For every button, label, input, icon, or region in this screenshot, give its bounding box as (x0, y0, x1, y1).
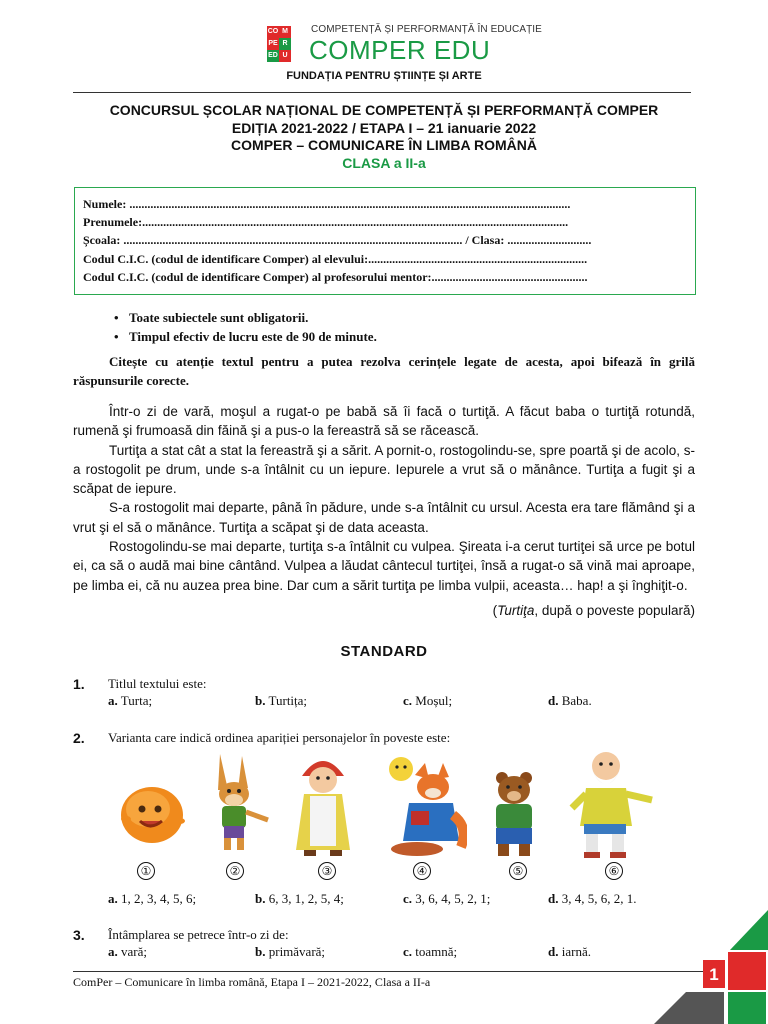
corner-decoration (648, 910, 768, 1024)
bear-illustration (484, 770, 544, 858)
fox-illustration (375, 755, 467, 857)
answer-option-d[interactable]: d. 3, 4, 5, 6, 2, 1. (548, 891, 637, 906)
logo-tiles (267, 26, 303, 62)
rule-item: • Toate subiectele sunt obligatorii. (114, 308, 377, 327)
story-paragraph: S-a rostogolit mai departe, până în pădure, unde s-a întâlnit cu ursul. Acesta era tare flămând şi a vrut şi el să o mănânce. Turtiţa a scăpat şi de data aceasta. (73, 500, 695, 535)
rabbit-illustration (198, 752, 274, 854)
story-paragraph: Rostogolindu-se mai departe, turtiţa s-a întâlnit cu vulpea. Şireata i-a cerut turtiţei să urce pe botul ei, ca să o audă mai bine cântând. Vulpea a lăudat cântecul turtiţei, însă a rugat-o să vină mai aproape, pe limba ei, că nu auzea prea bine. Dar cum a sărit turtiţa pe limba vulpii, aceasta… hap! a şi înghiţit-o. (73, 539, 695, 593)
logo-tile: CO (267, 26, 279, 38)
logo-tile (291, 50, 303, 62)
answer-options (108, 944, 668, 962)
rules-list (114, 308, 377, 346)
logo-tile: U (279, 50, 291, 62)
question-number: 3. (73, 927, 85, 943)
foundation-name: FUNDAȚIA PENTRU ȘTIINȚE ȘI ARTE (286, 70, 482, 82)
mentor-cic-field[interactable]: Codul C.I.C. (codul de identificare Comper) al profesorului mentor:.................................................... (83, 269, 588, 284)
header-divider (73, 92, 691, 93)
student-cic-field[interactable]: Codul C.I.C. (codul de identificare Comper) al elevului:......................................................................... (83, 251, 588, 266)
answer-option-a[interactable]: a. 1, 2, 3, 4, 5, 6; (108, 891, 197, 906)
turtita-illustration (118, 785, 188, 847)
answer-option-a[interactable]: a. Turta; (108, 693, 153, 708)
logo-tile (291, 38, 303, 50)
answer-options (108, 891, 668, 909)
answer-option-a[interactable]: a. vară; (108, 944, 147, 959)
character-number: ④ (413, 862, 431, 880)
answer-option-b[interactable]: b. primăvară; (255, 944, 326, 959)
character-number: ⑥ (605, 862, 623, 880)
logo-tile: PE (267, 38, 279, 50)
class-label: CLASA a II-a (342, 154, 426, 171)
grandfather-illustration (568, 748, 658, 860)
grandmother-illustration (288, 750, 358, 858)
title-line-2: EDIȚIA 2021-2022 / ETAPA I – 21 ianuarie 2022 (231, 119, 537, 136)
title-line-3: COMPER – COMUNICARE ÎN LIMBA ROMÂNĂ (231, 137, 537, 153)
footer-text: ComPer – Comunicare în limba română, Etapa I – 2021-2022, Clasa a II-a (73, 975, 431, 989)
answer-option-d[interactable]: d. Baba. (548, 693, 592, 708)
source-title: Turtiţa (497, 603, 535, 618)
story-paragraph: Turtiţa a stat cât a stat la fereastră şi a sărit. A pornit-o, rostogolindu-se, spre poartă şi de acolo, s-a rostogolit pe drum, unde s-a întâlnit cu un iepure. Iepurele a vrut să o mănânce. Turtiţa a fugit şi a scăpat de iepure. (73, 442, 695, 497)
answer-options (108, 693, 668, 711)
logo-tagline: COMPETENȚĂ ȘI PERFORMANȚĂ ÎN EDUCAȚIE (311, 24, 542, 35)
rule-item: • Timpul efectiv de lucru este de 90 de minute. (114, 327, 377, 346)
answer-option-b[interactable]: b. Turtița; (255, 693, 308, 708)
logo-tile: R (279, 38, 291, 50)
instruction-text: Citește cu atenție textul pentru a putea rezolva cerințele legate de acesta, apoi bifează în grilă răspunsurile corecte. (73, 354, 695, 388)
question-text: Titlul textului este: (108, 676, 207, 691)
question-text: Varianta care indică ordinea apariției personajelor în poveste este: (108, 730, 451, 745)
answer-option-b[interactable]: b. 6, 3, 1, 2, 5, 4; (255, 891, 344, 906)
story-paragraph: Într-o zi de vară, moşul a rugat-o pe babă să îi facă o turtiţă. A făcut baba o turtiţă rotundă, rumenă şi frumoasă din făină şi a pus-o la fereastră să se răcească. (73, 404, 695, 439)
answer-option-d[interactable]: d. iarnă. (548, 944, 591, 959)
answer-option-c[interactable]: c. toamnă; (403, 944, 458, 959)
character-number: ② (226, 862, 244, 880)
source-open: ( (492, 603, 498, 618)
answer-option-c[interactable]: c. 3, 6, 4, 5, 2, 1; (403, 891, 491, 906)
logo-name: COMPER EDU (309, 35, 491, 65)
section-title: STANDARD (340, 643, 428, 660)
question-text: Întâmplarea se petrece într-o zi de: (108, 927, 289, 942)
logo-tile: M (279, 26, 291, 38)
page-number: 1 (709, 965, 719, 984)
footer-divider (73, 971, 721, 972)
question-number: 1. (73, 676, 85, 692)
logo-tile: ED (267, 50, 279, 62)
first-name-field[interactable]: Prenumele:.............................................................................................................................................. (83, 215, 569, 230)
question-number: 2. (73, 730, 85, 746)
story-source (493, 603, 695, 618)
character-number: ① (137, 862, 155, 880)
school-class-field[interactable]: Școala: ................................................................................................................. / Clasa: ............................ (83, 233, 592, 248)
title-line-1: CONCURSUL ȘCOLAR NAȚIONAL DE COMPETENȚĂ ȘI PERFORMANȚĂ COMPER (109, 102, 659, 118)
contest-title (0, 102, 768, 172)
source-rest: , după o poveste populară) (534, 603, 695, 618)
story-text (73, 402, 695, 595)
comper-logo (267, 24, 542, 65)
identification-box (74, 187, 696, 295)
character-number: ③ (318, 862, 336, 880)
name-field[interactable]: Numele: ................................................................................................................................................... (83, 197, 571, 211)
character-number: ⑤ (509, 862, 527, 880)
logo-tile (291, 26, 303, 38)
answer-option-c[interactable]: c. Moșul; (403, 693, 453, 708)
